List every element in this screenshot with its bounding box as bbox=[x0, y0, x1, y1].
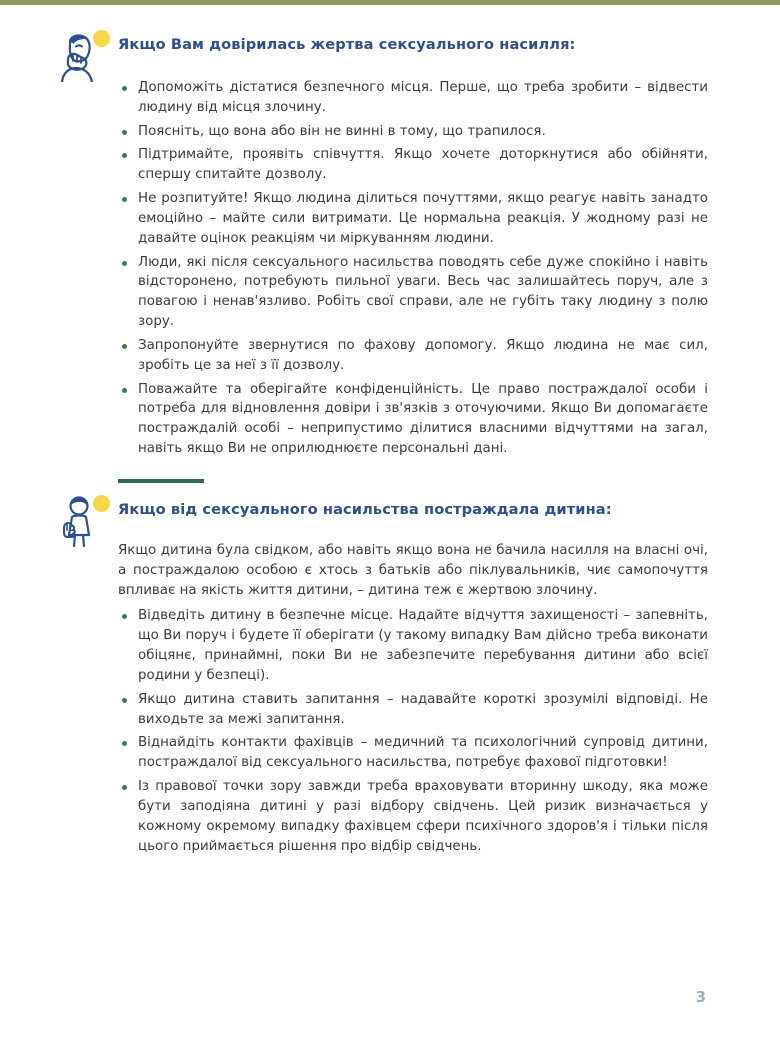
list-item: Якщо дитина ставить запитання – надавайте короткі зрозумілі відповіді. Не виходьте за межі запитання. bbox=[118, 690, 708, 730]
section-divider-wrap bbox=[0, 479, 780, 483]
child-pointing-icon bbox=[56, 495, 112, 551]
list-item: Поясніть, що вона або він не винні в тому, що трапилося. bbox=[118, 122, 708, 142]
list-item: Запропонуйте звернутися по фахову допомогу. Якщо людина не має сил, зробіть це за неї з її дозволу. bbox=[118, 336, 708, 376]
top-rule bbox=[0, 0, 780, 5]
section-divider bbox=[118, 479, 204, 483]
section-title: Якщо від сексуального насильства постраждала дитина: bbox=[118, 500, 612, 518]
list-item: Віднайдіть контакти фахівців – медичний та психологічний супровід дитини, постраждалої від сексуального насильства, потребує фахової підготовки! bbox=[118, 733, 708, 773]
list-item: Поважайте та оберігайте конфіденційність. Це право постраждалої особи і потреба для відновлення довіри і зв'язків з оточуючими. Якщо Ви допомагаєте постраждалій особі – неприпустимо ділитися власними відчуттями на загал, навіть якщо Ви не оприлюднюєте персональні дані. bbox=[118, 380, 708, 459]
page-number: 3 bbox=[695, 988, 706, 1006]
section-intro-paragraph: Якщо дитина була свідком, або навіть якщо вона не бачила насилля на власні очі, а постраждалою особою є хтось з батьків або піклувальників, чиє самопочуття впливає на якість життя дитини, – дитина теж є жертвою злочину. bbox=[118, 542, 708, 598]
list-item: Люди, які після сексуального насильства поводять себе дуже спокійно і навіть відсторонено, потребують пильної уваги. Весь час залишайтесь поруч, але з повагою і ненав'язливо. Робіть свої справи, але не губіть таку людину з полю зору. bbox=[118, 253, 708, 332]
advice-list-adult bbox=[118, 78, 708, 459]
section-header bbox=[118, 499, 708, 537]
page-content bbox=[0, 34, 780, 860]
person-covering-face-icon bbox=[56, 30, 112, 86]
list-item: Підтримайте, проявіть співчуття. Якщо хочете доторкнутися або обійняти, спершу спитайте дозволу. bbox=[118, 145, 708, 185]
advice-list-child bbox=[118, 606, 708, 856]
section-title: Якщо Вам довірилась жертва сексуального насилля: bbox=[118, 36, 576, 53]
list-item: Допоможіть дістатися безпечного місця. Перше, що треба зробити – відвести людину від місця злочину. bbox=[118, 78, 708, 118]
list-item: Із правової точки зору завжди треба враховувати вторинну шкоду, яка може бути заподіяна дитині у разі відбору свідчень. Цей ризик визначається у кожному окремому випадку фахівцем сфери психічного здоров'я і тільки після цього приймається рішення про відбір свідчень. bbox=[118, 777, 708, 856]
section-adult-victim bbox=[0, 34, 780, 459]
list-item: Відведіть дитину в безпечне місце. Надайте відчуття захищеності – запевніть, що Ви поруч і будете її оберігати (у такому випадку Вам дійсно треба виконати обіцянє, принаймні, поки Ви не забезпечите перебування дитини або всієї родини у безпеці). bbox=[118, 606, 708, 685]
list-item: Не розпитуйте! Якщо людина ділиться почуттями, якщо реагує навіть занадто емоційно – майте сили витримати. Це нормальна реакція. У жодному разі не давайте оцінок реакціям чи міркуванням людини. bbox=[118, 189, 708, 248]
section-header bbox=[118, 34, 708, 72]
section-child-victim bbox=[0, 499, 780, 856]
